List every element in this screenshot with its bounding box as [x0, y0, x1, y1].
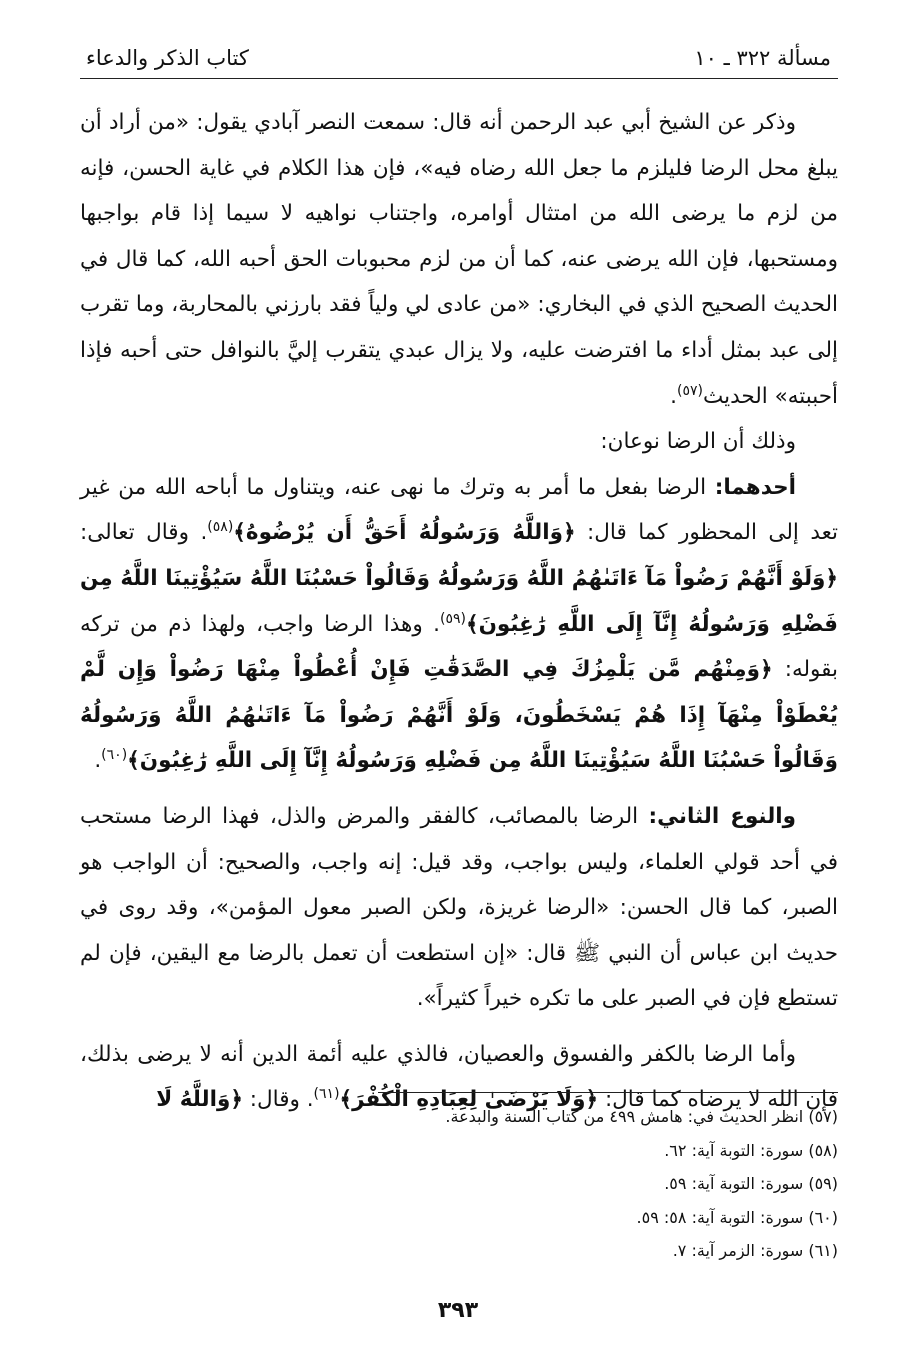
- quran-verse-3: ﴿وَمِنْهُم مَّن يَلْمِزُكَ فِي الصَّدَقَٰتِ فَإِنْ أُعْطُواْ مِنْهَا رَضُواْ وَإِن لَّمْ يُعْطَوْاْ مِنْهَآ إِذَا هُمْ يَسْخَطُونَ، وَلَوْ أَنَّهُمْ رَضُواْ مَآ ءَاتَىٰهُمُ اللَّهُ وَرَسُولُهُ وَقَالُواْ حَسْبُنَا اللَّهُ سَيُؤْتِينَا اللَّهُ مِن فَضْلِهِ وَرَسُولُهُ إِنَّآ إِلَى اللَّهِ رَٰغِبُونَ﴾: [80, 657, 838, 774]
- running-header: [86, 38, 831, 78]
- quran-verse-1: ﴿وَاللَّهُ وَرَسُولُهُ أَحَقُّ أَن يُرْضُوهُ﴾: [233, 520, 576, 546]
- paragraph-3-text-b: . وقال تعالى:: [80, 520, 208, 546]
- paragraph-2-text: وذلك أن الرضا نوعان:: [600, 429, 796, 455]
- paragraph-3: [80, 465, 838, 784]
- footnotes: [80, 1100, 838, 1268]
- paragraph-5-text-a: وأما الرضا بالكفر والفسوق والعصيان، فالذي عليه أئمة الدين أنه لا يرضى بذلك، فإن الله لا يرضاه كما قال:: [80, 1041, 838, 1113]
- paragraph-2: [80, 419, 838, 465]
- first-type-label: أحدهما:: [714, 474, 796, 500]
- header-divider: [80, 78, 838, 79]
- footnote-60: (٦٠) سورة: التوبة آية: ٥٨: ٥٩.: [636, 1207, 838, 1227]
- paragraph-3-end: .: [94, 748, 102, 774]
- paragraph-3-text-a: الرضا بفعل ما أمر به وترك ما نهى عنه، ويتناول ما أباحه الله من غير تعد إلى المحظور كما قال:: [80, 474, 839, 546]
- footnote-ref-61: (٦١): [313, 1086, 340, 1103]
- paragraph-3-text-c: . وهذا الرضا واجب، ولهذا ذم من تركه بقوله:: [80, 611, 839, 683]
- footnote-ref-60: (٦٠): [101, 747, 128, 764]
- paragraph-5-text-b: . وقال:: [242, 1087, 314, 1113]
- header-section-title: مسألة ٣٢٢ ـ ١٠: [694, 46, 831, 70]
- footnote-58: (٥٨) سورة: التوبة آية: ٦٢.: [664, 1140, 838, 1160]
- footnote-57: (٥٧) انظر الحديث في: هامش ٤٩٩ من كتاب السنة والبدعة.: [445, 1107, 838, 1126]
- paragraph-4: [80, 794, 838, 1022]
- quran-verse-5: ﴿وَاللَّهُ لَا: [156, 1087, 243, 1113]
- footnote-59: (٥٩) سورة: التوبة آية: ٥٩.: [664, 1174, 838, 1193]
- footnote-61: (٦١) سورة: الزمر آية: ٧.: [672, 1241, 838, 1260]
- page-number: ٣٩٣: [437, 1298, 479, 1323]
- paragraph-1-end: .: [670, 383, 677, 409]
- header-book-title: كتاب الذكر والدعاء: [86, 46, 249, 70]
- quran-verse-4: ﴿وَلَا يَرْضَىٰ لِعِبَادِهِ الْكُفْرَ﴾: [339, 1087, 599, 1113]
- quran-verse-2: ﴿وَلَوْ أَنَّهُمْ رَضُواْ مَآ ءَاتَىٰهُمُ اللَّهُ وَرَسُولُهُ وَقَالُواْ حَسْبُنَا اللَّهُ سَيُؤْتِينَا اللَّهُ مِن فَضْلِهِ وَرَسُولُهُ إِنَّآ إِلَى اللَّهِ رَٰغِبُونَ﴾: [80, 565, 839, 637]
- footnote-ref-59: (٥٩): [439, 610, 466, 627]
- footnote-divider: [378, 1092, 838, 1093]
- footnote-ref-57: (٥٧): [676, 382, 703, 399]
- paragraph-4-text: الرضا بالمصائب، كالفقر والمرض والذل، فهذا الرضا مستحب في أحد قولي العلماء، وليس بواجب، وقد قيل: إنه واجب، والصحيح: أن الواجب هو الصبر، كما قال الحسن: «الرضا غريزة، ولكن الصبر معول المؤمن»، وقد روى في حديث ابن عباس أن النبي ﷺ قال: «إن استطعت أن تعمل بالرضا مع اليقين، فإن لم تستطع فإن في الصبر على ما تكره خيراً كثيراً».: [80, 803, 838, 1012]
- paragraph-1-text: وذكر عن الشيخ أبي عبد الرحمن أنه قال: سمعت النصر آبادي يقول: «من أراد أن يبلغ محل الرضا فليلزم ما جعل الله رضاه فيه»، فإن هذا الكلام في غاية الحسن، فإنه من لزم ما يرضى الله من امتثال أوامره، واجتناب نواهيه لا سيما إذا قام بواجبها ومستحبها، فإن الله يرضى عنه، كما أن من لزم محبوبات الحق أحبه الله، كما قال في الحديث الصحيح الذي في البخاري: «من عادى لي ولياً فقد بارزني بالمحاربة، وما تقرب إلى عبد بمثل أداء ما افترضت عليه، ولا يزال عبدي يتقرب إليَّ بالنوافل حتى أحبه فإذا أحببته» الحديث: [80, 110, 838, 409]
- footnote-ref-58: (٥٨): [207, 519, 234, 536]
- paragraph-1: [80, 100, 838, 419]
- second-type-label: والنوع الثاني:: [648, 803, 797, 829]
- main-text: [80, 100, 838, 1123]
